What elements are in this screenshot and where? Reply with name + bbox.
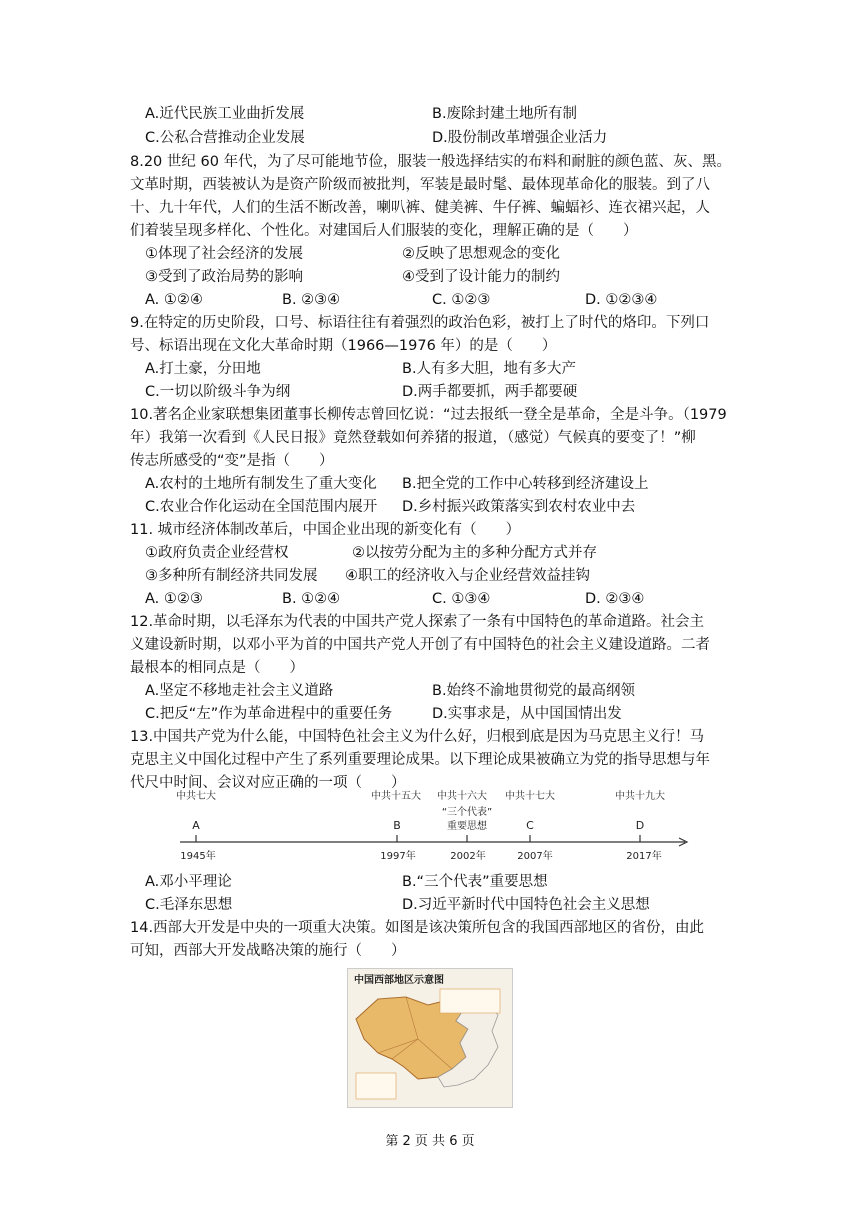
- q10-line-2: 年）我第一次看到《人民日报》竟然登载如何养猪的报道，（感觉）气候真的要变了！”柳: [130, 430, 696, 446]
- timeline-year-1945: 1945年: [180, 851, 216, 862]
- q9-line-1: 9.在特定的历史阶段，口号、标语往往有着强烈的政治色彩，被打上了时代的烙印。下列口: [130, 315, 710, 331]
- q8-line-2: 文革时期，西装被认为是资产阶级而被批判，军装是最时髦、最体现革命化的服装。到了八: [130, 177, 710, 193]
- q12-option-c: C.把反“左”作为革命进程中的重要任务: [145, 706, 393, 722]
- q12-line-3: 最根本的相同点是（ ）: [130, 660, 304, 676]
- q8-option-b: B. ②③④: [282, 292, 341, 308]
- q10-option-b: B.把全党的工作中心转移到经济建设上: [402, 476, 649, 492]
- q13-line-3: 代尺中时间、会议对应正确的一项（ ）: [130, 775, 406, 791]
- timeline-letter-c: C: [526, 819, 534, 832]
- q11-item-2: ②以按劳分配为主的多种分配方式并存: [352, 545, 597, 561]
- q10-line-3: 传志所感受的“变”是指（ ）: [130, 453, 334, 469]
- q11-line-1: 11. 城市经济体制改革后，中国企业出现的新变化有（ ）: [130, 522, 521, 538]
- map-legend-box: [440, 989, 500, 1013]
- q11-option-c: C. ①③④: [432, 591, 491, 607]
- timeline-year-2002: 2002年: [450, 851, 486, 862]
- timeline-year-1997: 1997年: [380, 851, 416, 862]
- page-footer: 第 2 页 共 6 页: [385, 1134, 475, 1149]
- timeline-letter-a: A: [192, 819, 200, 832]
- q12-option-d: D.实事求是，从中国国情出发: [432, 706, 622, 722]
- q13-option-c: C.毛泽东思想: [145, 897, 233, 913]
- q10-option-a: A.农村的土地所有制发生了重大变化: [145, 476, 377, 492]
- q8-item-1: ①体现了社会经济的发展: [145, 246, 303, 262]
- q13-line-2: 克思主义中国化过程中产生了系列重要理论成果。以下理论成果被确立为党的指导思想与年: [130, 752, 710, 768]
- timeline-meeting-16: 中共十六大: [437, 791, 487, 802]
- map-title: 中国西部地区示意图: [354, 975, 444, 986]
- q12-line-1: 12.革命时期，以毛泽东为代表的中国共产党人探索了一条有中国特色的革命道路。社会主: [130, 614, 705, 630]
- q11-option-a: A. ①②③: [145, 591, 203, 607]
- q9-option-b: B.人有多大胆，地有多大产: [402, 361, 577, 377]
- q9-option-d: D.两手都要抓，两手都要硬: [402, 384, 578, 400]
- q11-option-b: B. ①②④: [282, 591, 341, 607]
- q9-line-2: 号、标语出现在文化大革命时期（1966—1976 年）的是（ ）: [130, 338, 557, 354]
- timeline-year-2007: 2007年: [517, 851, 553, 862]
- q7-option-a: A.近代民族工业曲折发展: [145, 106, 305, 122]
- q12-line-2: 义建设新时期，以邓小平为首的中国共产党人开创了有中国特色的社会主义建设道路。二者: [130, 637, 710, 653]
- q8-line-1: 8.20 世纪 60 年代，为了尽可能地节俭，服装一般选择结实的布料和耐脏的颜色蓝、灰、黑。: [130, 154, 732, 170]
- timeline-year-2017: 2017年: [626, 851, 662, 862]
- q11-option-d: D. ②③④: [585, 591, 645, 607]
- timeline-meeting-17: 中共十七大: [505, 791, 555, 802]
- q8-option-d: D. ①②③④: [585, 292, 658, 308]
- q7-option-c: C.公私合营推动企业发展: [145, 130, 305, 146]
- timeline-meeting-19: 中共十九大: [615, 791, 665, 802]
- timeline-meeting-7: 中共七大: [176, 791, 216, 802]
- q14-line-1: 14.西部大开发是中央的一项重大决策。如图是该决策所包含的我国西部地区的省份，由此: [130, 920, 705, 936]
- timeline-note-line-2: 重要思想: [447, 821, 487, 832]
- timeline-axis: [180, 835, 687, 846]
- timeline-figure: [160, 785, 700, 865]
- q8-line-3: 十、九十年代，人们的生活不断改善，喇叭裤、健美裤、牛仔裤、蝙蝠衫、连衣裙兴起，人: [130, 200, 710, 216]
- q8-line-4: 们着装呈现多样化、个性化。对建国后人们服装的变化，理解正确的是（ ）: [130, 223, 638, 239]
- timeline-letter-b: B: [393, 819, 401, 832]
- q12-option-a: A.坚定不移地走社会主义道路: [145, 683, 334, 699]
- q14-line-2: 可知，西部大开发战略决策的施行（ ）: [130, 943, 406, 959]
- q11-item-1: ①政府负责企业经营权: [145, 545, 289, 561]
- q13-option-d: D.习近平新时代中国特色社会主义思想: [402, 897, 650, 913]
- q8-option-c: C. ①②③: [432, 292, 491, 308]
- timeline-meeting-15: 中共十五大: [371, 791, 421, 802]
- q10-option-c: C.农业合作化运动在全国范围内展开: [145, 499, 378, 515]
- q8-item-4: ④受到了设计能力的制约: [402, 269, 560, 285]
- q11-item-4: ④职工的经济收入与企业经营效益挂钩: [345, 568, 590, 584]
- q9-option-a: A.打土豪，分田地: [145, 361, 261, 377]
- q10-line-1: 10.著名企业家联想集团董事长柳传志曾回忆说：“过去报纸一登全是革命，全是斗争。（1979: [130, 407, 727, 423]
- q11-item-3: ③多种所有制经济共同发展: [145, 568, 318, 584]
- map-note-box: [356, 1073, 396, 1099]
- q8-item-3: ③受到了政治局势的影响: [145, 269, 303, 285]
- q13-line-1: 13.中国共产党为什么能，中国特色社会主义为什么好，归根到底是因为马克思主义行！马: [130, 729, 705, 745]
- q13-option-a: A.邓小平理论: [145, 874, 232, 890]
- q13-option-b: B.“三个代表”重要思想: [402, 874, 548, 890]
- q10-option-d: D.乡村振兴政策落实到农村农业中去: [402, 499, 636, 515]
- q12-option-b: B.始终不渝地贯彻党的最高纲领: [432, 683, 636, 699]
- q7-option-b: B.废除封建土地所有制: [432, 106, 578, 122]
- q8-option-a: A. ①②④: [145, 292, 203, 308]
- timeline-letter-d: D: [635, 819, 645, 832]
- q7-option-d: D.股份制改革增强企业活力: [432, 130, 608, 146]
- western-china-map: [347, 968, 513, 1108]
- timeline-note-line-1: “三个代表”: [441, 807, 493, 818]
- q8-item-2: ②反映了思想观念的变化: [402, 246, 560, 262]
- q9-option-c: C.一切以阶级斗争为纲: [145, 384, 291, 400]
